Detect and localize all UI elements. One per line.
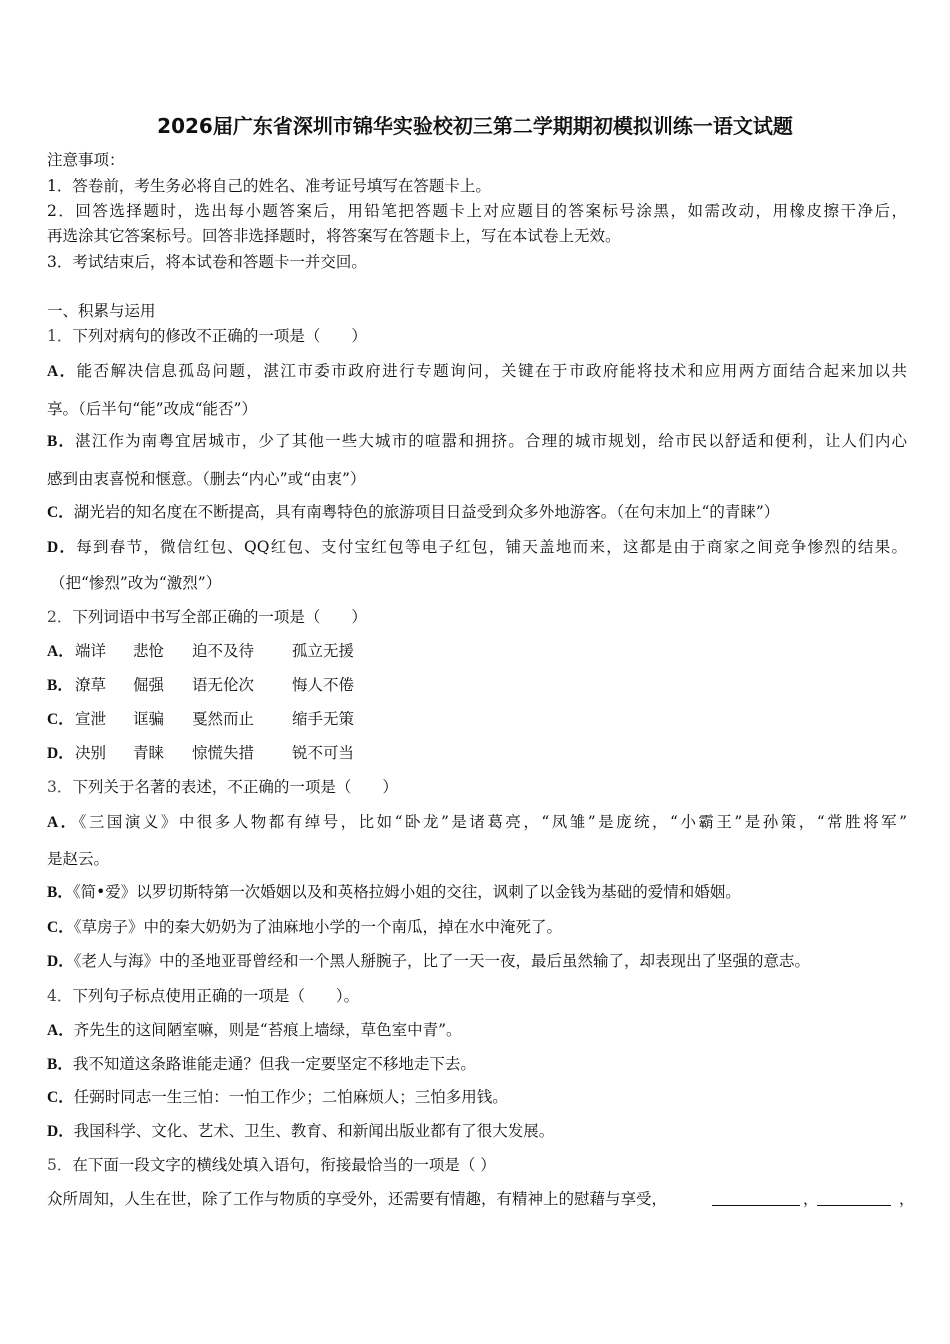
option-line bbox=[47, 743, 447, 764]
option-line bbox=[47, 1054, 476, 1075]
question-stem bbox=[47, 607, 367, 627]
option-word: 宣泄 bbox=[75, 710, 107, 728]
option-word: 诓骗 bbox=[133, 710, 165, 728]
separator: ， bbox=[899, 1190, 915, 1208]
option-label: A． bbox=[47, 363, 77, 380]
option-label: C． bbox=[47, 1089, 74, 1106]
option-word: 倔强 bbox=[133, 676, 165, 694]
option-line bbox=[47, 917, 562, 938]
option-word: 语无伦次 bbox=[192, 676, 255, 694]
option-text: 任弼时同志一生三怕：一怕工作少；二怕麻烦人；三怕多用钱。 bbox=[73, 1088, 508, 1106]
option-label: B． bbox=[47, 1056, 73, 1073]
option-line bbox=[47, 709, 447, 730]
option-text: 享。（后半句“能”改成“能否”） bbox=[47, 400, 257, 418]
option-text: 齐先生的这间陋室嘛，则是“苔痕上墙绿，草色室中青”。 bbox=[73, 1021, 462, 1039]
fill-blank bbox=[817, 1189, 891, 1206]
question-text: 下列句子标点使用正确的一项是（ ）。 bbox=[72, 987, 360, 1005]
option-text: 湛江作为南粤宜居城市，少了其他一些大城市的喧嚣和拥挤。合理的城市规划，给市民以舒适和便利，让人们内心 bbox=[75, 432, 907, 450]
option-text: 《老人与海》中的圣地亚哥曾经和一个黑人掰腕子，比了一天一夜，最后虽然输了，却表现出了坚强的意志。 bbox=[73, 952, 810, 970]
section-heading: 一、积累与运用 bbox=[47, 302, 156, 320]
option-word: 悲怆 bbox=[133, 642, 165, 660]
notice-item: 2．回答选择题时，选出每小题答案后，用铅笔把答题卡上对应题目的答案标号涂黑，如需改动，用橡皮擦干净后， bbox=[47, 202, 907, 220]
passage-line bbox=[47, 1189, 915, 1209]
option-line bbox=[47, 641, 447, 662]
option-line bbox=[47, 537, 907, 557]
question-stem bbox=[47, 777, 398, 797]
option-word: 孤立无援 bbox=[292, 642, 355, 660]
option-label: C． bbox=[47, 919, 74, 936]
option-label: C． bbox=[47, 711, 74, 728]
option-text: 《三国演义》中很多人物都有绰号，比如“卧龙”是诸葛亮，“凤雏”是庞统，“小霸王”是孙策，“常胜将军” bbox=[78, 813, 907, 831]
option-word: 戛然而止 bbox=[192, 710, 255, 728]
option-label: A． bbox=[47, 643, 74, 660]
option-word: 决别 bbox=[75, 744, 107, 762]
option-line bbox=[47, 399, 257, 419]
option-word: 惊慌失措 bbox=[192, 744, 255, 762]
option-label: D． bbox=[47, 953, 74, 970]
option-label: D． bbox=[47, 539, 77, 556]
option-line bbox=[47, 1121, 554, 1142]
option-line bbox=[47, 812, 907, 832]
notice-item: 3．考试结束后，将本试卷和答题卡一并交回。 bbox=[47, 253, 367, 271]
option-line bbox=[50, 573, 221, 593]
option-word: 悔人不倦 bbox=[292, 676, 355, 694]
option-line bbox=[47, 1020, 462, 1041]
option-line bbox=[47, 1087, 508, 1108]
option-label: A． bbox=[47, 814, 79, 831]
option-text: 是赵云。 bbox=[47, 850, 110, 868]
option-line bbox=[47, 469, 365, 489]
option-text: 我国科学、文化、艺术、卫生、教育、和新闻出版业都有了很大发展。 bbox=[73, 1122, 555, 1140]
option-line bbox=[47, 361, 907, 381]
option-label: B． bbox=[47, 433, 76, 450]
question-text: 下列词语中书写全部正确的一项是（ ） bbox=[72, 608, 367, 626]
question-number: 4． bbox=[47, 987, 73, 1005]
question-text: 下列对病句的修改不正确的一项是（ ） bbox=[72, 327, 367, 345]
question-text: 下列关于名著的表述，不正确的一项是（ ） bbox=[72, 778, 398, 796]
separator: ， bbox=[803, 1190, 819, 1208]
option-label: D． bbox=[47, 745, 74, 762]
option-word: 青睐 bbox=[133, 744, 165, 762]
notice-item: 再选涂其它答案标号。回答非选择题时，将答案写在答题卡上，写在本试卷上无效。 bbox=[47, 227, 621, 245]
option-text: （把“惨烈”改为“激烈”） bbox=[50, 574, 222, 592]
option-word: 迫不及待 bbox=[192, 642, 255, 660]
question-text: 在下面一段文字的横线处填入语句，衔接最恰当的一项是（ ） bbox=[72, 1156, 496, 1174]
option-word: 潦草 bbox=[75, 676, 107, 694]
option-line bbox=[47, 675, 447, 696]
option-line bbox=[47, 882, 741, 903]
notice-item: 1．答卷前，考生务必将自己的姓名、准考证号填写在答题卡上。 bbox=[47, 177, 491, 195]
option-label: B． bbox=[47, 884, 73, 901]
option-line bbox=[47, 502, 779, 523]
option-text: 我不知道这条路谁能走通？但我一定要坚定不移地走下去。 bbox=[72, 1055, 476, 1073]
question-number: 1． bbox=[47, 327, 73, 345]
option-text: 感到由衷喜悦和惬意。（删去“内心”或“由衷”） bbox=[47, 470, 366, 488]
option-word: 缩手无策 bbox=[292, 710, 355, 728]
option-word: 端详 bbox=[75, 642, 107, 660]
question-stem bbox=[47, 1155, 496, 1175]
page-title: 2026届广东省深圳市锦华实验校初三第二学期期初模拟训练一语文试题 bbox=[157, 114, 793, 138]
option-line bbox=[47, 849, 109, 869]
option-text: 《草房子》中的秦大奶奶为了油麻地小学的一个南瓜，掉在水中淹死了。 bbox=[73, 918, 562, 936]
option-text: 湖光岩的知名度在不断提高，具有南粤特色的旅游项目日益受到众多外地游客。（在句末加上“的青睐”） bbox=[73, 503, 780, 521]
question-stem bbox=[47, 986, 359, 1006]
question-number: 2． bbox=[47, 608, 73, 626]
question-stem bbox=[47, 326, 367, 346]
notice-heading: 注意事项： bbox=[47, 151, 125, 169]
option-line bbox=[47, 431, 907, 451]
question-number: 3． bbox=[47, 778, 73, 796]
option-label: B． bbox=[47, 677, 73, 694]
option-label: C． bbox=[47, 504, 74, 521]
option-text: 《简•爱》以罗切斯特第一次婚姻以及和英格拉姆小姐的交往，讽刺了以金钱为基础的爱情和婚姻。 bbox=[72, 883, 741, 901]
option-label: D． bbox=[47, 1123, 74, 1140]
option-text: 能否解决信息孤岛问题，湛江市委市政府进行专题询问，关键在于市政府能将技术和应用两方面结合起来加以共 bbox=[76, 362, 907, 380]
fill-blank bbox=[712, 1189, 800, 1206]
option-text: 每到春节，微信红包、QQ红包、支付宝红包等电子红包，铺天盖地而来，这都是由于商家之间竞争惨烈的结果。 bbox=[76, 538, 907, 556]
question-number: 5． bbox=[47, 1156, 73, 1174]
option-line bbox=[47, 951, 810, 972]
option-word: 锐不可当 bbox=[292, 744, 355, 762]
option-label: A． bbox=[47, 1022, 74, 1039]
passage-text: 众所周知，人生在世，除了工作与物质的享受外，还需要有情趣，有精神上的慰藉与享受， bbox=[47, 1190, 668, 1208]
